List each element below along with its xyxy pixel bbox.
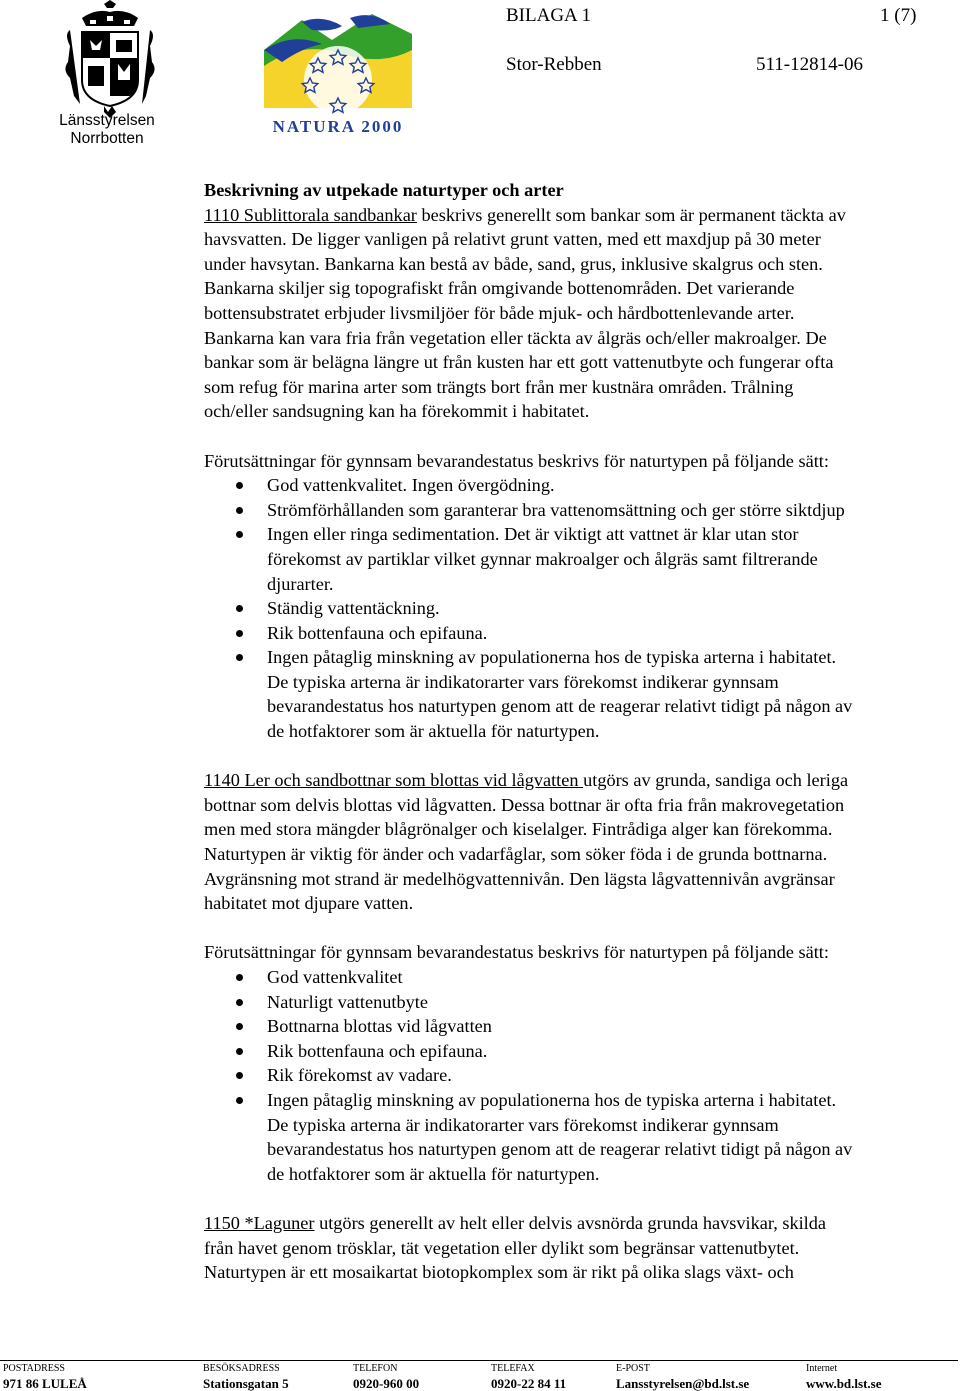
habitat-1140-description	[204, 768, 954, 916]
list-item-text: bevarandestatus hos naturtypen genom att de reagerar relativt tidigt på någon av	[267, 696, 853, 717]
list-item	[204, 645, 954, 743]
site-code: 511-12814-06	[756, 54, 863, 75]
text-line: Avgränsning mot strand är medelhögvattennivån. Den lägsta lågvattennivån avgränsar	[204, 868, 835, 889]
list-item	[204, 473, 954, 498]
agency-name-line2: Norrbotten	[70, 130, 144, 147]
text-line: habitatet mot djupare vatten.	[204, 893, 414, 914]
footer-label-postal: POSTADRESS	[3, 1363, 65, 1374]
list-item-text: Rik förekomst av vadare.	[267, 1065, 452, 1086]
habitat-1140-term: 1140 Ler och sandbottnar som blottas vid lågvatten	[204, 770, 584, 791]
text-line: Bankarna kan vara fria från vegetation eller täckta av ålgräs och/eller makroalger. De	[204, 327, 827, 348]
list-item-text: God vattenkvalitet. Ingen övergödning.	[267, 475, 555, 496]
list-item-text: Ständig vattentäckning.	[267, 598, 440, 619]
list-item-text: Rik bottenfauna och epifauna.	[267, 1040, 488, 1061]
text-line: Naturtypen är viktig för änder och vadarfåglar, som söker föda i de grunda bottnarna.	[204, 844, 828, 865]
list-item	[204, 990, 954, 1015]
footer-label-internet: Internet	[806, 1363, 838, 1374]
text-line: Naturtypen är ett mosaikartat biotopkomplex som är rikt på olika slags växt- och	[204, 1262, 794, 1283]
list-item	[204, 1039, 954, 1064]
list-item-text: God vattenkvalitet	[267, 967, 403, 987]
footer-label-email: E-POST	[616, 1363, 650, 1374]
text-line: havsvatten. De ligger vanligen på relativt grunt vatten, med ett maxdjup på 30 meter	[204, 229, 821, 250]
list-item-text: förekomst av partiklar vilket gynnar makroalger och ålgräs samt filtrerande	[267, 548, 818, 569]
conditions-intro-1140: Förutsättningar för gynnsam bevarandestatus beskrivs för naturtypen på följande sätt:	[204, 942, 829, 963]
footer-label-fax: TELEFAX	[491, 1363, 535, 1374]
site-name: Stor-Rebben	[506, 54, 602, 75]
list-item-text: De typiska arterna är indikatorarter vars förekomst indikerar gynnsam	[267, 671, 779, 692]
natura-logo-text: NATURA 2000	[272, 117, 404, 136]
text-line: bottensubstratet erbjuder livsmiljöer för både mjuk- och hårdbottenlevande arter.	[204, 302, 795, 323]
text-line: Bankarna skiljer sig topografiskt från omgivande bottenområden. Det varierande	[204, 278, 795, 299]
text-line: under havsytan. Bankarna kan bestå av både, sand, grus, inklusive skalgrus och sten.	[204, 253, 823, 274]
conditions-list-1110	[204, 473, 954, 744]
list-item-text: Naturligt vattenutbyte	[267, 991, 428, 1012]
list-item	[204, 1088, 954, 1186]
list-item-text: Ingen påtaglig minskning av populationerna hos de typiska arterna i habitatet.	[267, 1089, 837, 1110]
text-line: och/eller sandsugning kan ha förekommit i habitatet.	[204, 401, 590, 422]
footer-label-visit: BESÖKSADRESS	[203, 1363, 280, 1374]
list-item-text: de hotfaktorer som är aktuella för naturtypen.	[267, 721, 600, 742]
text-line: från havet genom trösklar, tät vegetation eller dylikt som begränsar vattenutbytet.	[204, 1237, 800, 1258]
footer-email-link[interactable]: Lansstyrelsen@bd.lst.se	[616, 1376, 750, 1391]
footer-visit-address: Stationsgatan 5	[203, 1376, 289, 1391]
list-item-text: Bottnarna blottas vid lågvatten	[267, 1016, 492, 1037]
list-item-text: de hotfaktorer som är aktuella för naturtypen.	[267, 1163, 600, 1184]
agency-name	[52, 112, 162, 148]
text-line: bankar som är belägna längre ut från kusten har ett gott vattenutbyte och fungerar ofta	[204, 352, 834, 373]
document-body	[204, 178, 954, 1285]
agency-name-line1: Länsstyrelsen	[59, 112, 155, 129]
conditions-list-1140	[204, 965, 954, 1186]
section-heading: Beskrivning av utpekade naturtyper och arter	[204, 180, 564, 200]
text-line: men med stora mängder blågrönalger och kiselalger. Fintrådiga alger kan förekomma.	[204, 819, 833, 840]
habitat-1150-term: 1150 *Laguner	[204, 1212, 315, 1233]
footer-postal-address: 971 86 LULEÅ	[3, 1376, 87, 1391]
footer-phone: 0920-960 00	[353, 1376, 420, 1391]
text-line: utgörs av grunda, sandiga och leriga	[583, 770, 849, 791]
list-item-text: Rik bottenfauna och epifauna.	[267, 622, 488, 643]
habitat-1110-term: 1110 Sublittorala sandbankar	[204, 204, 417, 225]
footer-website-link[interactable]: www.bd.lst.se	[806, 1376, 882, 1391]
habitat-1110-description	[204, 203, 954, 424]
list-item-text: djurarter.	[267, 573, 334, 594]
list-item	[204, 621, 954, 646]
footer-fax: 0920-22 84 11	[491, 1376, 567, 1391]
list-item	[204, 522, 954, 596]
list-item	[204, 596, 954, 621]
list-item	[204, 498, 954, 523]
list-item	[204, 1063, 954, 1088]
footer-divider	[0, 1360, 958, 1361]
list-item-text: Strömförhållanden som garanterar bra vattenomsättning och ger större siktdjup	[267, 499, 845, 520]
footer-label-phone: TELEFON	[353, 1363, 398, 1374]
annex-label: BILAGA 1	[506, 5, 591, 26]
text-line: utgörs generellt av helt eller delvis avsnörda grunda havsvikar, skilda	[314, 1212, 826, 1233]
text-line: som refug för marina arter som trängts bort från mer kustnära områden. Trålning	[204, 376, 794, 397]
text-line: beskrivs generellt som bankar som är permanent täckta av	[416, 204, 846, 225]
list-item-text: Ingen eller ringa sedimentation. Det är viktigt att vattnet är klar utan stor	[267, 524, 799, 545]
list-item-text: De typiska arterna är indikatorarter vars förekomst indikerar gynnsam	[267, 1114, 779, 1135]
natura-2000-logo	[262, 10, 414, 136]
habitat-1150-description	[204, 1211, 954, 1285]
text-line: bottnar som delvis blottas vid lågvatten. Dessa bottnar är ofta fria från makrovegetation	[204, 794, 845, 815]
list-item-text: bevarandestatus hos naturtypen genom att de reagerar relativt tidigt på någon av	[267, 1139, 853, 1160]
list-item	[204, 1014, 954, 1039]
conditions-intro-1110: Förutsättningar för gynnsam bevarandestatus beskrivs för naturtypen på följande sätt:	[204, 450, 829, 471]
page-number: 1 (7)	[880, 5, 917, 26]
list-item-text: Ingen påtaglig minskning av populationerna hos de typiska arterna i habitatet.	[267, 647, 837, 668]
list-item	[204, 965, 954, 990]
